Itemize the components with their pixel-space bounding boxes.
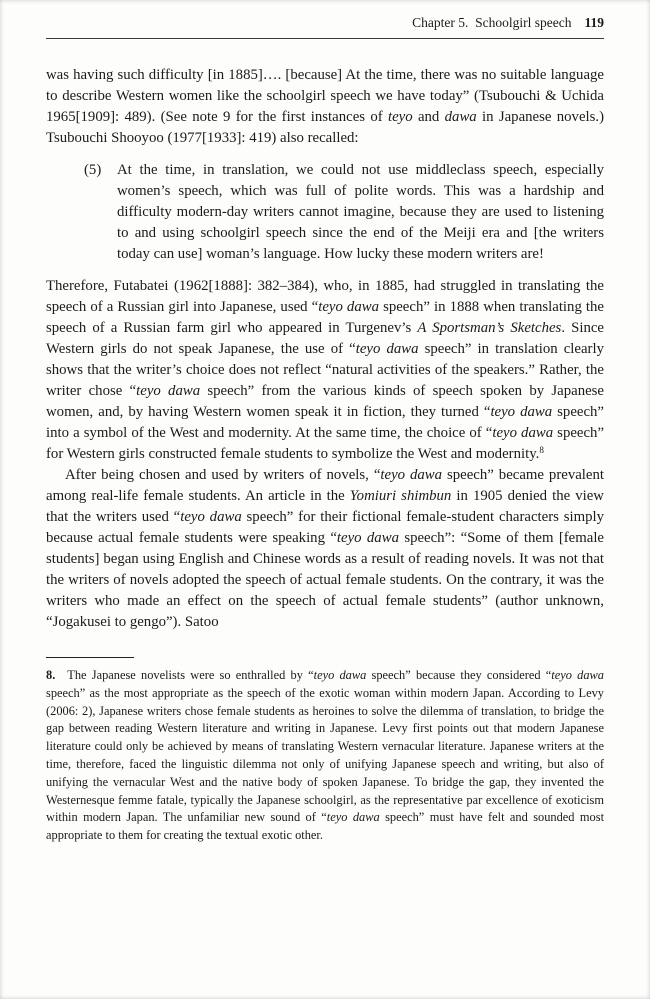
footnote — [46, 667, 604, 845]
footnote-section — [46, 657, 604, 845]
example-text: At the time, in translation, we could not use middleclass speech, especially women’s speech, which was full of polite words. This was a hardship and difficulty modern-day writers cannot imagine, because they are used to listening to and using schoolgirl speech since the end of the Meiji era and [the writers today can use] woman’s language. How lucky these modern writers are! — [117, 162, 604, 262]
example-number: (5) — [84, 162, 102, 178]
paragraph-continued: was having such difficulty [in 1885]…. [because] At the time, there was no suitable language to describe Western women like the schoolgirl speech we have today” (Tsubouchi & Uchida 1965[1909]: 489). (See note 9 for the first instances of teyo and dawa in Japanese novels.) Tsubouchi Shooyoo (1977[1933]: 419) also recalled: — [46, 67, 605, 146]
page-number: 119 — [584, 15, 604, 30]
footnote-number: 8. — [46, 668, 56, 682]
footnote-text: The Japanese novelists were so enthralled by “teyo dawa speech” because they considered “teyo dawa speech” as the most appropriate as the speech of the exotic woman within modern Japan. According to Levy (2006: 2), Japanese writers chose female students as heroines to solve the dilemma of translation, to bridge the gap between reading Western literature and writing in Japanese. Levy first points out that modern Japanese literature could only be achieved by means of translating Western vernacular literature. Japanese writers at the time, therefore, faced the linguistic dilemma not only of unifying Japanese speech and writing, but also of unifying the vernacular West and the native body of spoken Japanese. To bridge the gap, they invented the Westernesque femme fatale, typically the Japanese schoolgirl, as the representative par excellence of exoticism within modern Japan. The unfamiliar new sound of “teyo dawa speech” must have felt and sounded most appropriate to them for creating the textual exotic other. — [46, 668, 605, 843]
numbered-example-block — [46, 160, 604, 265]
paragraph: After being chosen and used by writers of novels, “teyo dawa speech” became prevalent among real-life female students. An article in the Yomiuri shimbun in 1905 denied the view that the writers used “teyo dawa speech” for their fictional female-student characters simply because actual female students were speaking “teyo dawa speech”: “Some of them [female students] began using English and Chinese words as a result of reading novels. It was not that the writers of novels adopted the speech of actual female students. On the contrary, it was the writers who made an effect on the speech of actual female students” (author unknown, “Jogakusei to gengo”). Satoo — [46, 467, 605, 630]
footnote-separator — [46, 657, 134, 658]
page-body — [46, 65, 604, 633]
page-header — [46, 15, 604, 39]
paragraph: Therefore, Futabatei (1962[1888]: 382–384), who, in 1885, had struggled in translating the speech of a Russian girl into Japanese, used “teyo dawa speech” in 1888 when translating the speech of a Russian farm girl who appeared in Turgenev’s A Sportsman’s Sketches. Since Western girls do not speak Japanese, the use of “teyo dawa speech” in translation clearly shows that the writer’s choice does not reflect “natural activities of the speakers.” Rather, the writer chose “teyo dawa speech” from the various kinds of speech spoken by Japanese women, and, by having Western women speak it in fiction, they turned “teyo dawa speech” into a symbol of the West and modernity. At the same time, the choice of “teyo dawa speech” for Western girls constructed female students to symbolize the West and modernity.$^8$ — [46, 278, 605, 462]
running-head: Chapter 5. Schoolgirl speech — [412, 15, 572, 30]
